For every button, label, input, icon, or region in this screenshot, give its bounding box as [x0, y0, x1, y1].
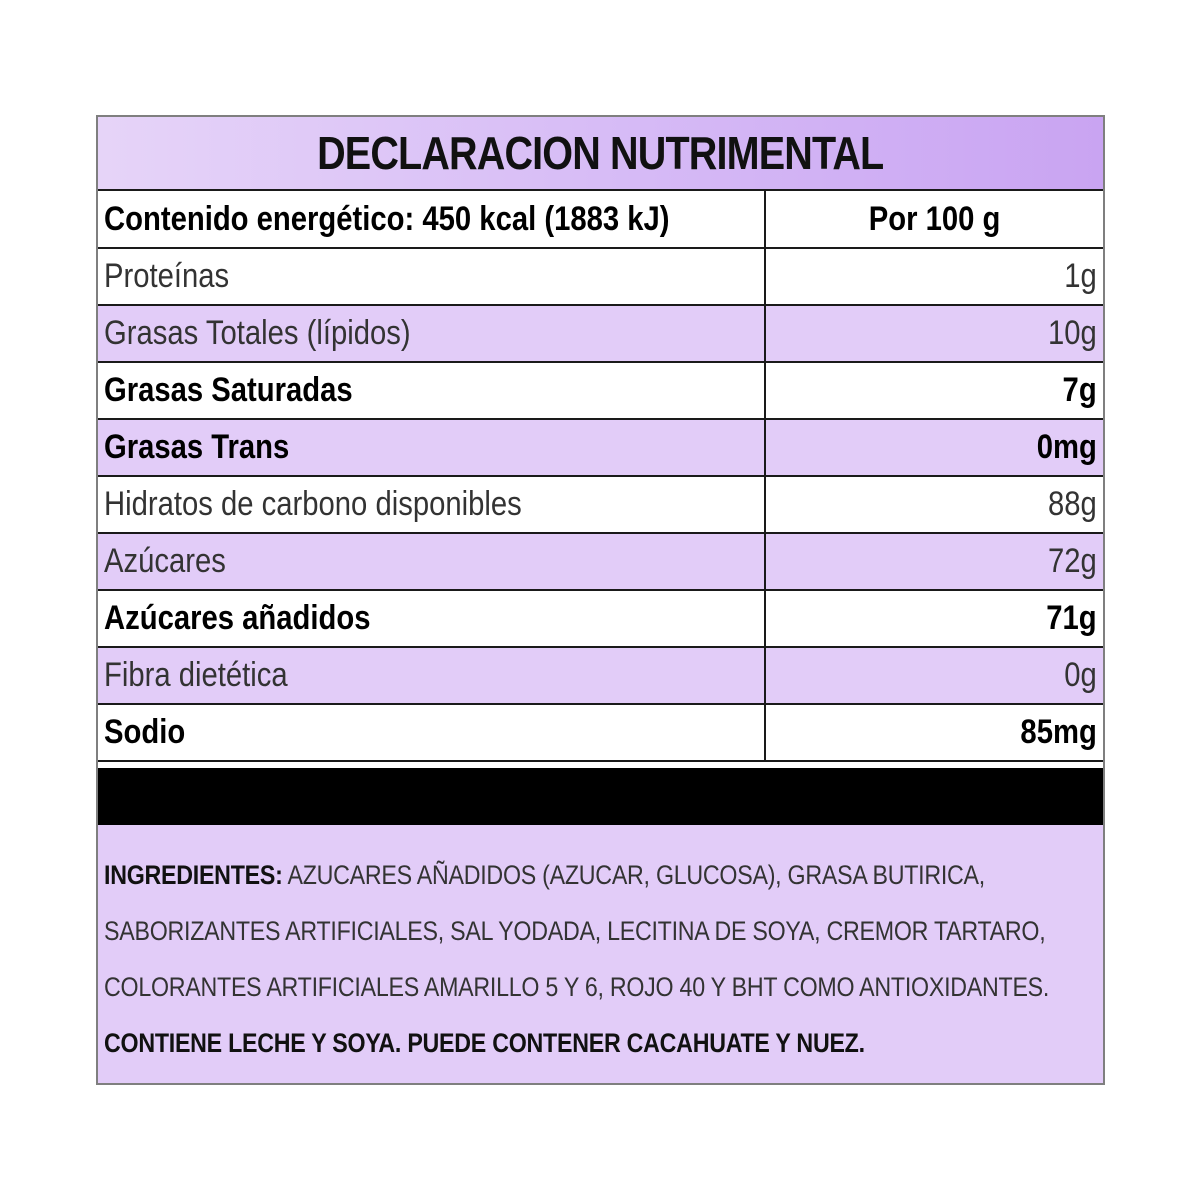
nutrient-name-cell	[98, 704, 765, 761]
table-row	[98, 419, 1103, 476]
nutrient-value-cell	[765, 362, 1103, 419]
nutrient-name-cell	[98, 419, 765, 476]
table-row	[98, 362, 1103, 419]
nutrient-value-cell	[765, 419, 1103, 476]
nutrient-value-cell	[765, 704, 1103, 761]
table-row	[98, 533, 1103, 590]
nutrient-name: Grasas Trans	[104, 428, 290, 466]
nutrient-name: Fibra dietética	[104, 656, 288, 694]
nutrient-name-cell	[98, 533, 765, 590]
ingredients-list: AZUCARES AÑADIDOS (AZUCAR, GLUCOSA), GRASA BUTIRICA, SABORIZANTES ARTIFICIALES, SAL YODADA, LECITINA DE SOYA, CREMOR TARTARO, COLORANTES ARTIFICIALES AMARILLO 5 Y 6, ROJO 40 Y BHT COMO ANTIOXIDANTES.	[104, 860, 1050, 1002]
nutrient-name-cell	[98, 305, 765, 362]
table-row	[98, 647, 1103, 704]
energy-content-text: Contenido energético: 450 kcal (1883 kJ)	[104, 199, 670, 238]
nutrition-table	[98, 191, 1103, 762]
nutrient-name-cell	[98, 647, 765, 704]
nutrient-value: 71g	[1046, 599, 1097, 637]
serving-basis-cell	[765, 191, 1103, 248]
nutrient-value-cell	[765, 476, 1103, 533]
nutrient-name: Grasas Saturadas	[104, 371, 353, 409]
nutrient-value: 0g	[1064, 656, 1097, 694]
table-header-row	[98, 191, 1103, 248]
energy-content-cell	[98, 191, 765, 248]
nutrient-name: Azúcares añadidos	[104, 599, 371, 637]
table-row	[98, 590, 1103, 647]
nutrient-name-cell	[98, 476, 765, 533]
nutrient-value-cell	[765, 590, 1103, 647]
ingredients-paragraph	[104, 847, 1084, 1071]
nutrient-value: 10g	[1048, 314, 1097, 352]
nutrient-name: Hidratos de carbono disponibles	[104, 485, 522, 523]
nutrient-value: 7g	[1062, 371, 1097, 409]
nutrient-name: Azúcares	[104, 542, 226, 580]
allergen-statement: CONTIENE LECHE Y SOYA. PUEDE CONTENER CACAHUATE Y NUEZ.	[104, 1028, 865, 1058]
table-row	[98, 305, 1103, 362]
serving-basis-text: Por 100 g	[868, 199, 1001, 238]
ingredients-label: INGREDIENTES:	[104, 860, 283, 890]
nutrient-value: 85mg	[1020, 713, 1097, 751]
nutrition-label	[96, 115, 1105, 1085]
nutrient-value: 0mg	[1036, 428, 1097, 466]
nutrient-name: Grasas Totales (lípidos)	[104, 314, 411, 352]
nutrient-name-cell	[98, 248, 765, 305]
nutrient-value-cell	[765, 305, 1103, 362]
nutrient-value-cell	[765, 248, 1103, 305]
title-bar	[98, 117, 1103, 191]
nutrient-name-cell	[98, 362, 765, 419]
ingredients-section	[98, 825, 1103, 1083]
label-title: DECLARACION NUTRIMENTAL	[317, 127, 884, 179]
nutrient-name: Proteínas	[104, 257, 230, 295]
nutrient-value: 88g	[1048, 485, 1097, 523]
nutrient-value: 72g	[1048, 542, 1097, 580]
nutrient-value-cell	[765, 533, 1103, 590]
nutrient-value: 1g	[1064, 257, 1097, 295]
black-divider-band	[98, 768, 1103, 825]
nutrient-name: Sodio	[104, 713, 186, 751]
table-row	[98, 248, 1103, 305]
nutrient-name-cell	[98, 590, 765, 647]
table-row	[98, 476, 1103, 533]
nutrient-value-cell	[765, 647, 1103, 704]
table-row	[98, 704, 1103, 761]
